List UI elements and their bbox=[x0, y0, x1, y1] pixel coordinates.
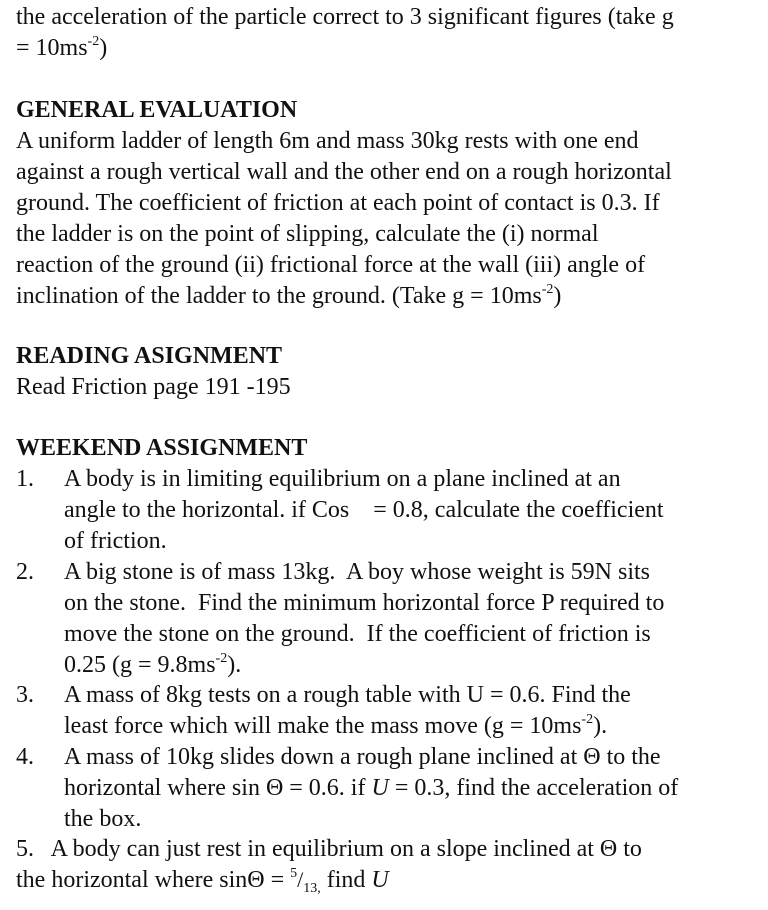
general-evaluation-heading: GENERAL EVALUATION bbox=[16, 97, 298, 123]
question-2-line: 0.25 $(g = 9.8ms^{-2})$. bbox=[64, 651, 242, 678]
question-2-line: move the stone on the ground. If the coefficient of friction is bbox=[64, 621, 651, 647]
general-evaluation-line: the ladder is on the point of slipping, calculate the (i) normal bbox=[16, 221, 599, 247]
question-number: 2. bbox=[16, 559, 34, 585]
weekend-assignment-heading: WEEKEND ASSIGNMENT bbox=[16, 435, 308, 461]
question-number: 4. bbox=[16, 744, 34, 770]
general-evaluation-line: against a rough vertical wall and the other end on a rough horizontal bbox=[16, 159, 672, 185]
question-number: 1. bbox=[16, 466, 34, 492]
general-evaluation-line: A uniform ladder of length 6m and mass 30kg rests with one end bbox=[16, 128, 639, 154]
question-3-line: least force which will make the mass move $(g = 10ms^{-2})$. bbox=[64, 712, 608, 739]
question-5-line: 5. A body can just rest in equilibrium on a slope inclined at Θ to bbox=[16, 836, 642, 862]
reading-assignment-text: Read Friction page 191 -195 bbox=[16, 374, 291, 400]
question-2-line: on the stone. Find the minimum horizontal force P required to bbox=[64, 590, 665, 616]
question-1-line: of friction. bbox=[64, 528, 167, 554]
intro-line-1: the acceleration of the particle correct to 3 significant figures (take g bbox=[16, 4, 674, 30]
question-4-line: horizontal where sin Θ = 0.6. if U = 0.3, find the acceleration of bbox=[64, 775, 679, 801]
general-evaluation-line-last: inclination of the ladder to the ground. (Take $g = 10ms^{-2}$) bbox=[16, 282, 562, 309]
general-evaluation-line: reaction of the ground (ii) frictional force at the wall (iii) angle of bbox=[16, 252, 646, 278]
question-4-line: the box. bbox=[64, 806, 142, 832]
question-number: 3. bbox=[16, 682, 34, 708]
general-evaluation-line: ground. The coefficient of friction at each point of contact is 0.3. If bbox=[16, 190, 660, 216]
question-4-line: A mass of 10kg slides down a rough plane inclined at Θ to the bbox=[64, 744, 661, 770]
question-5-line: the horizontal where $\sin\Theta = ^5/_{13,}$ find U bbox=[16, 866, 389, 896]
reading-assignment-heading: READING ASIGNMENT bbox=[16, 343, 283, 369]
intro-line-2: = $10ms^{-2}$) bbox=[16, 34, 108, 61]
question-3-line: A mass of 8kg tests on a rough table with U = 0.6. Find the bbox=[64, 682, 631, 708]
question-1-line: A body is in limiting equilibrium on a plane inclined at an bbox=[64, 466, 621, 492]
question-2-line: A big stone is of mass 13kg. A boy whose weight is 59N sits bbox=[64, 559, 651, 585]
question-1-line: angle to the horizontal. if Cos = 0.8, calculate the coefficient bbox=[64, 497, 664, 523]
